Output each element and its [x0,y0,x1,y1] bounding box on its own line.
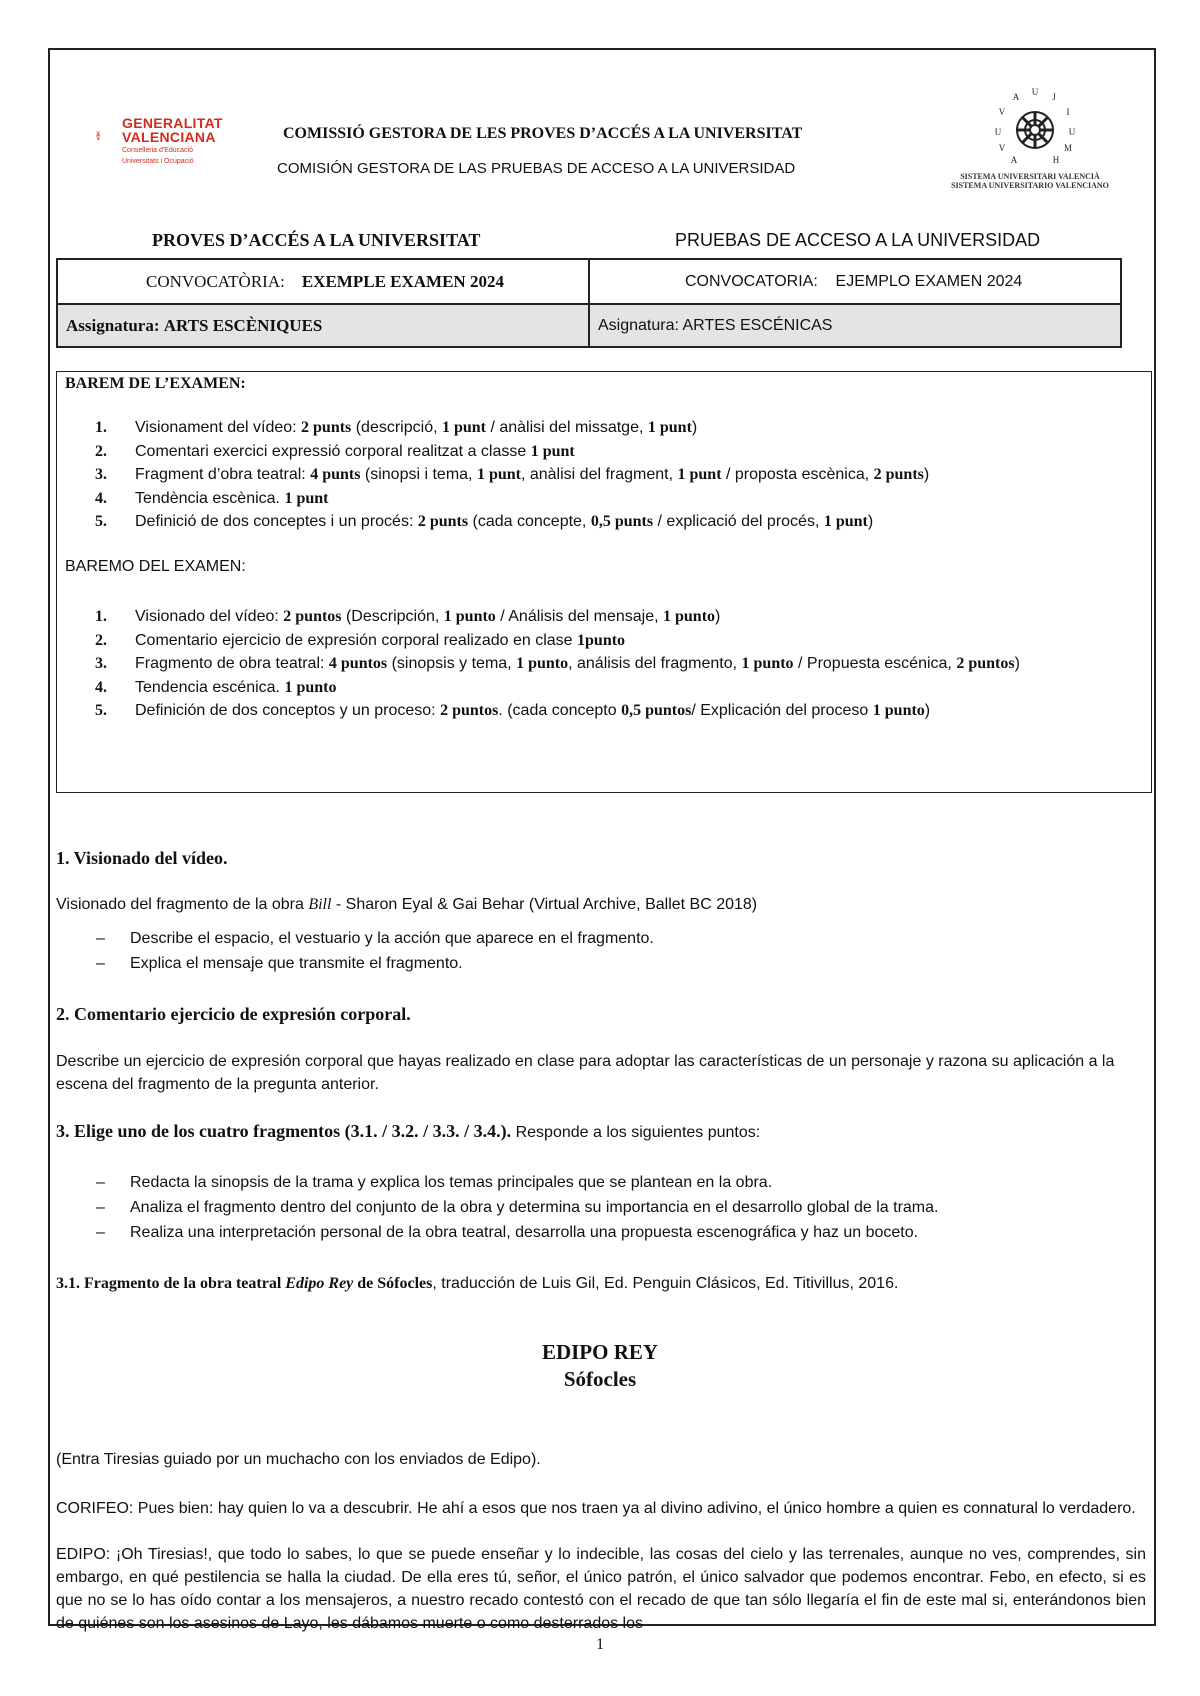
grading-item: 2. Comentari exercici expressió corporal realitzat a classe 1 punt [95,442,575,460]
grading-scale-title-ca: BAREM DE L’EXAMEN: [65,375,246,392]
grading-item: 1. Visionado del vídeo: 2 puntos (Descripción, 1 punto / Análisis del mensaje, 1 punto) [95,608,721,625]
grading-scale-list-ca [57,416,1137,534]
svg-text:U: U [994,127,1002,137]
play-author: Sófocles [563,1367,637,1391]
svg-text:A: A [1012,92,1020,102]
question-1-tasks [96,926,1136,976]
convocatoria-es-label: CONVOCATORIA: [685,272,818,290]
subject-es-label: Asignatura: [598,316,679,334]
question-1-title: 1. Visionado del vídeo. [56,848,228,868]
grading-item: 4. Tendencia escénica. 1 punto [95,678,337,696]
generalitat-emblem-icon [96,106,120,166]
system-name-ca: SISTEMA UNIVERSITARI VALENCIÀ [960,172,1100,181]
convocatoria-es-value: EJEMPLO EXAMEN 2024 [835,272,1023,290]
svg-text:U: U [1068,127,1076,137]
grading-item: 2. Comentario ejercicio de expresión corporal realizado en clase 1punto [95,631,626,649]
svg-text:V: V [998,107,1006,117]
grading-scale-list-es [57,605,1137,723]
grading-item: 4. Tendència escènica. 1 punt [95,489,329,507]
dialogue-edipo: EDIPO: ¡Oh Tiresias!, que todo lo sabes, lo que se puede enseñar y lo indecible, las cosas del cielo y las terrenales, aunque no ves, comprendes, sin embargo, en qué pestilencia se halla la ciudad. De ella eres tú, señor, el único patrón, el único salvador que podemos encontrar. Febo, en efecto, si es que no se lo has oído contar a los mensajeros, a nuestro recado contestó con el recado de que tan sólo llegaría el fin de este mal si, enterándonos bien de quiénes son los asesinos de Layo, les dábamos muerte o como desterrados los [56,1546,1146,1632]
university-system-seal-icon [990,85,1080,175]
play-title: EDIPO REY [541,1340,659,1364]
task-item: – Describe el espacio, el vestuario y la acción que aparece en el fragmento. [96,926,1136,951]
grading-item: 5. Definició de dos conceptes i un procés: 2 punts (cada concepte, 0,5 punts / explicació del procés, 1 punt) [95,513,874,530]
question-3-tasks [96,1170,1136,1245]
grading-scale-box [56,371,1152,793]
commission-title-es: COMISIÓN GESTORA DE LAS PRUEBAS DE ACCESO A LA UNIVERSIDAD [277,160,796,177]
stage-direction: (Entra Tiresias guiado por un muchacho con los enviados de Edipo). [56,1451,541,1468]
exam-title-ca: PROVES D’ACCÉS A LA UNIVERSITAT [152,230,481,250]
system-name-es: SISTEMA UNIVERSITARIO VALENCIANO [951,181,1109,191]
subject-ca-cell [57,304,589,347]
generalitat-dept-line2: Universitats i Ocupació [122,158,194,166]
question-2-text: Describe un ejercicio de expresión corporal que hayas realizado en clase para adoptar las características de un personaje y razona su aplicación a la escena del fragmento de la pregunta anterior. [56,1053,1115,1093]
subject-es-value: ARTES ESCÉNICAS [682,316,833,334]
question-3-title: 3. Elige uno de los cuatro fragmentos (3.1. / 3.2. / 3.3. / 3.4.). Responde a los siguientes puntos: [56,1121,761,1141]
subject-ca-value: ARTS ESCÈNIQUES [163,315,323,335]
svg-text:J: J [1052,92,1056,102]
convocatoria-table [56,258,1122,348]
grading-item: 3. Fragment d’obra teatral: 4 punts (sinopsi i tema, 1 punt, anàlisi del fragment, 1 punt / proposta escènica, 2 punts) [95,466,930,483]
grading-item: 1. Visionament del vídeo: 2 punts (descripció, 1 punt / anàlisi del missatge, 1 punt) [95,419,698,436]
fragment-lead: 3.1. Fragmento de la obra teatral Edipo Rey de Sófocles, traducción de Luis Gil, Ed. Penguin Clásicos, Ed. Titivillus, 2016. [56,1275,899,1292]
dialogue-corifeo: CORIFEO: Pues bien: hay quien lo va a descubrir. He ahí a esos que nos traen ya al divino adivino, el único hombre a quien es connatural lo verdadero. [56,1500,1136,1517]
svg-text:U: U [1031,87,1039,97]
grading-item: 3. Fragmento de obra teatral: 4 puntos (sinopsis y tema, 1 punto, análisis del fragmento, 1 punto / Propuesta escénica, 2 puntos) [95,655,1020,672]
commission-title-ca: COMISSIÓ GESTORA DE LES PROVES D’ACCÉS A LA UNIVERSITAT [283,125,803,142]
convocatoria-es-cell [589,259,1121,304]
generalitat-dept-line1: Conselleria d'Educació [122,147,193,154]
svg-text:I: I [1066,107,1070,117]
page-number: 1 [596,1636,604,1653]
convocatoria-ca-cell [57,259,589,304]
university-system-name [925,172,1135,190]
convocatoria-ca-value: EXEMPLE EXAMEN 2024 [301,271,504,291]
generalitat-name-line2: VALENCIANA [122,129,216,145]
task-item: – Explica el mensaje que transmite el fragmento. [96,951,1136,976]
question-1-intro: Visionado del fragmento de la obra Bill - Sharon Eyal & Gai Behar (Virtual Archive, Ballet BC 2018) [56,896,758,913]
task-item: – Redacta la sinopsis de la trama y explica los temas principales que se plantean en la obra. [96,1170,1136,1195]
question-2-title: 2. Comentario ejercicio de expresión corporal. [56,1004,411,1024]
convocatoria-ca-label: CONVOCATÒRIA: [146,271,285,291]
exam-title-es: PRUEBAS DE ACCESO A LA UNIVERSIDAD [675,230,1041,250]
grading-scale-title-es: BAREMO DEL EXAMEN: [65,558,246,575]
grading-item: 5. Definición de dos conceptos y un proceso: 2 puntos. (cada concepto 0,5 puntos/ Explicación del proceso 1 punto) [95,702,931,719]
svg-text:M: M [1063,143,1073,153]
svg-text:V: V [998,143,1006,153]
task-item: – Analiza el fragmento dentro del conjunto de la obra y determina su importancia en el desarrollo global de la trama. [96,1195,1136,1220]
generalitat-wordmark [122,116,223,166]
task-item: – Realiza una interpretación personal de la obra teatral, desarrolla una propuesta escenográfica y haz un boceto. [96,1220,1136,1245]
subject-ca-label: Assignatura: [66,315,160,335]
svg-text:H: H [1052,155,1060,165]
subject-es-cell [589,304,1121,347]
generalitat-name-line1: GENERALITAT [122,115,223,131]
svg-text:A: A [1010,155,1018,165]
